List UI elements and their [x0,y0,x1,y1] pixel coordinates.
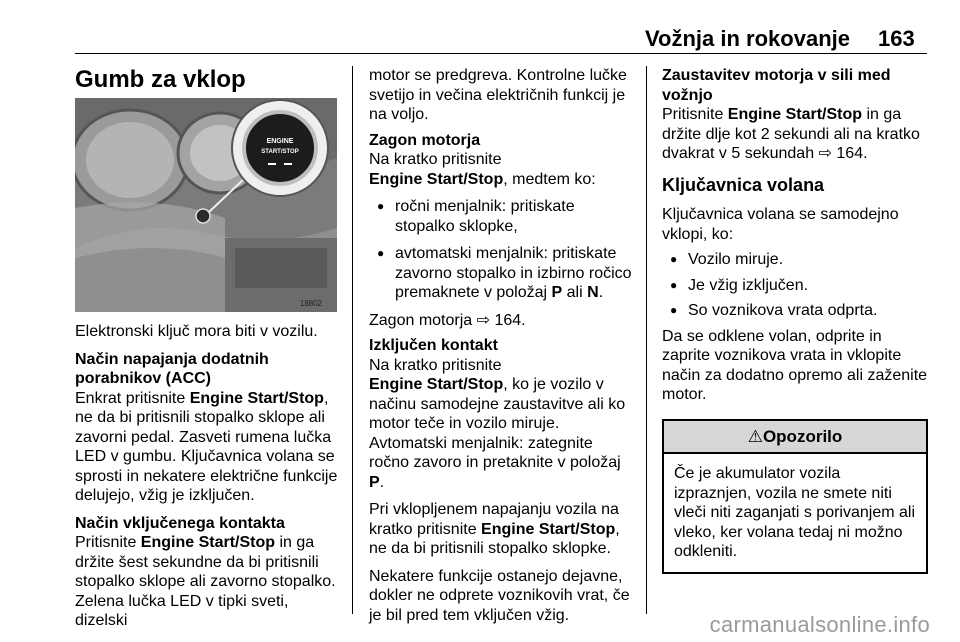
button-label-line2: START/STOP [261,149,299,155]
engine-start-button-illustration [75,98,337,312]
emergency-stop-text: Pritisnite Engine Start/Stop in ga držite dlje kot 2 sekundi ali na kratko dvakrat v 5 sekundah ⇨ 164. [662,106,920,162]
ignition-off-text: Engine Start/Stop, ko je vozilo v načinu samodejne zaustavitve ali ko motor teče in vozilo miruje. [369,376,626,432]
illustration-ref-code: 18802 [299,299,323,308]
list-item: ● Je vžig izključen. [662,276,928,296]
ignition-mode-text: Pritisnite Engine Start/Stop in ga držite šest sekundne da bi pritisnili stopalko sklope ali zavorno stopalko. Zelena lučka LED v tipki sveti, dizelski [75,534,336,629]
list-item: ● Vozilo miruje. [662,250,928,270]
ignition-off-title: Izključen kontakt [369,337,498,354]
column-divider-1 [352,66,353,614]
emergency-stop-title: Zaustavitev motorja v sili med vožnjo [662,67,891,104]
ignition-off-line1: Na kratko pritisnite [369,356,502,374]
warning-text: Če je akumulator vozila izpraznjen, vozila ne smete niti vleči niti zaganjati s porivanjem ali vleko, ker volana tedaj ni možno odkleniti. [674,465,915,560]
continued-text: motor se predgreva. Kontrolne lučke svetijo in večina električnih funkcij je na voljo. [369,67,627,123]
steering-lock-intro: Ključavnica volana se samodejno vklopi, ko: [662,206,899,243]
column-divider-2 [646,66,647,614]
warning-box [662,419,928,574]
unlock-instructions: Da se odklene volan, odprite in zaprite voznikova vrata in vklopite način za dodatno opremo ali zaženite motor. [662,327,928,403]
intro-text: Elektronski ključ mora biti v vozilu. [75,323,318,340]
automatic-transmission-text: Avtomatski menjalnik: zategnite ročno zavoro in pretaknite v položaj P. [369,434,621,491]
list-item: ● So voznikova vrata odprta. [662,301,928,321]
watermark: carmanualsonline.info [709,612,930,637]
running-header-title: Vožnja in rokovanje [645,26,850,51]
functions-active-text: Nekatere funkcije ostanejo dejavne, dokler ne odprete voznikovih vrat, če je bil pred tem vključen vžig. [369,567,630,624]
warning-header: ⚠Opozorilo [664,421,926,455]
section-heading: Gumb za vklop [75,66,246,93]
acc-mode-text: Enkrat pritisnite Engine Start/Stop, ne da bi pritisnili stopalko sklope ali zavorni pedal. Zasveti rumena lučka LED v gumbu. Ključavnica volana se sprosti in nekatere električne funkcije delujejo, vžig je izključen. [75,389,338,504]
acc-mode-title: Način napajanja dodatnih porabnikov (ACC) [75,350,269,387]
engine-start-line2: Engine Start/Stop, medtem ko: [369,170,596,188]
page-ref-arrow-icon: ⇨ [476,311,491,329]
engine-start-reference[interactable]: Zagon motorja ⇨ 164. [369,311,526,329]
page-ref-arrow-icon: ⇨ [818,145,832,162]
button-label-line1: ENGINE [266,138,294,145]
header-rule [75,53,927,54]
engine-start-title: Zagon motorja [369,131,481,149]
ignition-mode-title: Način vključenega kontakta [75,514,285,532]
list-item: ● ročni menjalnik: pritiskate stopalko sklopke, [369,197,637,236]
power-on-text: Pri vklopljenem napajanju vozila na kratko pritisnite Engine Start/Stop, ne da bi pritisnili stopalko sklopke. [369,501,620,557]
list-item: ● avtomatski menjalnik: pritiskate zavorno stopalko in izbirno ročico premaknete v položaj P ali N. [369,244,637,303]
engine-start-line1: Na kratko pritisnite [369,151,502,168]
warning-triangle-icon: ⚠ [747,426,763,446]
steering-lock-heading: Ključavnica volana [662,174,825,195]
page-number: 163 [878,26,915,51]
